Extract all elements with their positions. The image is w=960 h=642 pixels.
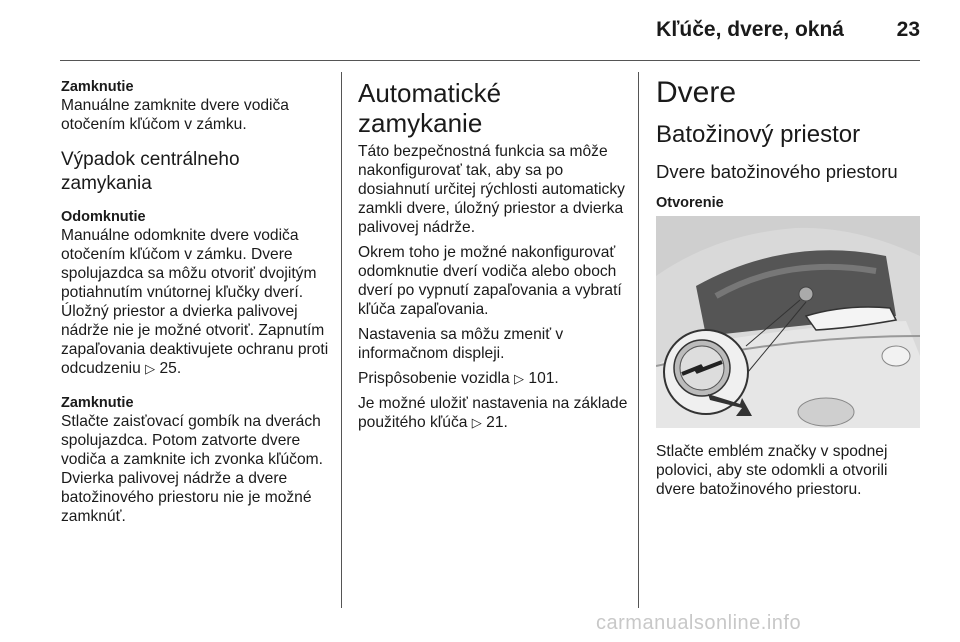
- auto-lock-p2: Okrem toho je možné nakonfigurovať odomknutie dverí vodiča alebo oboch dverí po vypnutí zapaľovania a vybratí kľúča zapaľovania.: [358, 244, 622, 318]
- tailgate-illustration: [656, 216, 920, 428]
- column-3: [656, 68, 926, 213]
- lock-text-2: Stlačte zaisťovací gombík na dverách spolujazdca. Potom zatvorte dvere vodiča a zamknite ich zvonka kľúčom. Dvierka palivovej nádrže a dvere batožinového priestoru nie je možné zamknúť.: [61, 413, 323, 525]
- page-header-title: Kľúče, dvere, okná: [656, 18, 844, 41]
- auto-lock-p5: [358, 394, 630, 432]
- lock-heading-2: Zamknutie: [61, 395, 134, 411]
- lock-heading: Zamknutie: [61, 79, 134, 95]
- opening-heading: Otvorenie: [656, 195, 724, 211]
- page-ref-icon: ▷: [471, 415, 482, 430]
- load-compartment-heading: Batožinový priestor: [656, 121, 861, 148]
- page-header: [0, 0, 960, 62]
- watermark: carmanualsonline.info: [596, 612, 802, 634]
- page-ref-icon: ▷: [145, 361, 156, 376]
- key-settings-ref[interactable]: 21.: [486, 414, 508, 431]
- unlock-text: [61, 226, 333, 378]
- unlock-page-ref[interactable]: 25.: [159, 360, 182, 377]
- central-locking-failure-heading: Výpadok centrálneho zamykania: [61, 149, 240, 194]
- auto-lock-p4: [358, 369, 630, 388]
- header-rule: [60, 60, 920, 61]
- doors-heading: Dvere: [656, 76, 737, 109]
- unlock-body: Manuálne odomknite dvere vodiča otočením kľúčom v zámku. Dvere spolujazdca sa môžu otvoriť dvojitým potiahnutím vnútornej kľučky dverí. Úložný priestor a dvierka palivovej nádrže nie je možné otvoriť. Zapnutím zapaľovania deaktivujete ochranu proti odcudzeniu: [61, 227, 329, 377]
- key-settings-text: Je možné uložiť nastavenia na základe použitého kľúča: [358, 395, 628, 431]
- auto-lock-p1: Táto bezpečnostná funkcia sa môže nakonfigurovať tak, aby sa po dosiahnutí určitej rýchlosti automaticky zamkli dvere, úložný priestor a dvierka palivovej nádrže.: [358, 143, 625, 236]
- vehicle-personalization-ref[interactable]: 101.: [528, 370, 559, 387]
- column-2: [358, 68, 630, 438]
- tailgate-heading: Dvere batožinového priestoru: [656, 161, 898, 182]
- unlock-heading: Odomknutie: [61, 209, 146, 225]
- column-1: [61, 68, 333, 526]
- page-number: 23: [896, 18, 920, 41]
- page-ref-icon: ▷: [514, 371, 525, 386]
- figure-caption: Stlačte emblém značky v spodnej polovici, aby ste odomkli a otvorili dvere batožinového priestoru.: [656, 443, 888, 498]
- column-divider-2: [638, 72, 639, 608]
- auto-lock-p3: Nastavenia sa môžu zmeniť v informačnom displeji.: [358, 326, 564, 362]
- automatic-locking-heading: Automatické zamykanie: [358, 78, 502, 138]
- lock-text: Manuálne zamknite dvere vodiča otočením kľúčom v zámku.: [61, 97, 289, 133]
- column-divider-1: [341, 72, 342, 608]
- vehicle-personalization-text: Prispôsobenie vozidla: [358, 370, 510, 387]
- tailgate-illustration-svg: [656, 216, 920, 428]
